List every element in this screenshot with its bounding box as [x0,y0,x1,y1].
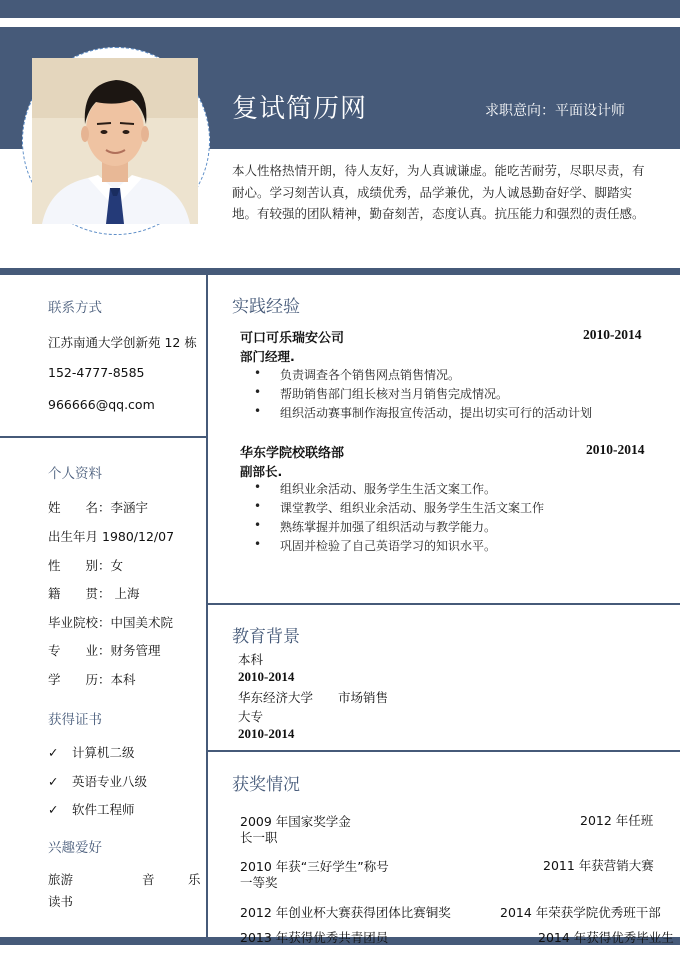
school-value: 中国美术院 [110,615,174,630]
checkmark-icon: ✓ [48,774,59,789]
education-school: 华东经济大学 市场销售 [238,690,389,705]
contact-email: 966666@qq.com [48,397,155,412]
bullet-text: 组织业余活动、服务学生生活文案工作。 [280,482,497,496]
certificate-label: 软件工程师 [72,802,135,817]
job-bullet [256,480,496,497]
personal-birth [48,527,174,545]
self-summary: 本人性格热情开朗，待人友好，为人真诚谦虚。能吃苦耐劳，尽职尽责，有耐心。学习刻苦认真，成绩优秀，品学兼优，为人诚恳勤奋好学、脚踏实地。有较强的团队精神，勤奋刻苦，态度认真。抗压能力和强烈的责任感。 [232,163,645,221]
experience-heading: 实践经验 [232,297,300,317]
awards-heading: 获奖情况 [232,775,300,795]
job-company: 可口可乐瑞安公司 [240,331,345,346]
profile-photo [32,58,198,224]
major-label: 专 业： [48,643,111,658]
hobby-item: 读书 [48,894,74,909]
school-label: 毕业院校： [48,615,111,630]
certificate-label: 计算机二级 [72,745,135,760]
origin-label: 籍 贯： [48,586,111,601]
gender-value: 女 [110,558,124,573]
bullet-text: 课堂教学、组织业余活动、服务学生生活文案工作 [280,501,545,515]
job-years: 2010-2014 [583,327,642,342]
name-value: 李涵宇 [110,500,149,515]
hobbies-heading: 兴趣爱好 [48,840,102,856]
degree-label: 学 历： [48,672,111,687]
bullet-text: 熟练掌握并加强了组织活动与教学能力。 [280,520,497,534]
job-bullet [256,385,508,402]
hobby-item: 音 [142,872,155,887]
birth-label: 出生年月 [48,529,99,544]
checkmark-icon: ✓ [48,802,59,817]
bullet-text: 帮助销售部门组长核对当月销售完成情况。 [280,387,509,401]
certificates-heading: 获得证书 [48,712,102,728]
education-years: 2010-2014 [238,669,295,684]
contact-heading: 联系方式 [48,300,102,316]
certificate-item [48,743,135,761]
personal-gender [48,556,123,574]
gender-label: 性 别： [48,558,111,573]
award-item: 2013 年获得优秀共青团员 [240,930,389,945]
personal-heading: 个人资料 [48,466,102,482]
certificate-item [48,800,135,818]
education-heading: 教育背景 [232,627,300,647]
job-bullet [256,366,460,383]
birth-value: 1980/12/07 [102,529,175,544]
column-divider [206,275,208,937]
award-item: 2009 年国家奖学金 [240,814,351,829]
education-years: 2010-2014 [238,726,295,741]
job-years: 2010-2014 [586,442,645,457]
top-bar [0,0,680,18]
contact-phone: 152-4777-8585 [48,365,145,380]
job-bullet [256,404,592,421]
degree-value: 本科 [110,672,136,687]
personal-school [48,613,173,631]
education-degree: 大专 [238,709,264,724]
award-item: 2011 年获营销大赛一等奖 [240,858,654,890]
job-role: 副部长. [240,464,283,479]
job-company: 华东学院校联络部 [240,446,345,461]
job-bullet [256,518,496,535]
bullet-text: 巩固并检验了自己英语学习的知识水平。 [280,539,497,553]
award-item: 2014 年获得优秀毕业生 [538,930,674,945]
personal-degree [48,670,136,688]
job-role: 部门经理. [240,349,295,364]
award-item: 2012 年创业杯大赛获得团体比赛铜奖 [240,905,451,920]
award-item: 2010 年获“三好学生”称号 [240,859,389,874]
section-divider-bar [0,268,680,275]
person-portrait-icon [32,58,198,224]
origin-value: 上海 [114,586,140,601]
personal-origin [48,584,140,602]
name-label: 姓 名： [48,500,111,515]
job-bullet [256,537,496,554]
bullet-text: 组织活动赛事制作海报宣传活动，提出切实可行的活动计划 [280,406,593,420]
checkmark-icon: ✓ [48,745,59,760]
certificate-item [48,772,147,790]
certificate-label: 英语专业八级 [72,774,148,789]
award-item: 2014 年荣获学院优秀班干部 [500,905,661,920]
job-intention: 求职意向：平面设计师 [485,103,625,119]
right-divider-line-1 [208,603,680,605]
education-degree: 本科 [238,652,264,667]
left-divider-line [0,436,206,438]
personal-name [48,498,148,516]
bullet-text: 负责调查各个销售网点销售情况。 [280,368,461,382]
hobby-item: 旅游 [48,872,74,887]
resume-title: 复试简历网 [232,94,368,124]
hobby-item: 乐 [188,872,201,887]
personal-major [48,641,161,659]
awards-list [238,808,674,945]
job-bullet [256,499,544,516]
right-divider-line-2 [208,750,680,752]
award-item: 2012 年任班长一职 [240,813,654,845]
contact-address: 江苏南通大学创新苑 12 栋 [48,335,197,350]
major-value: 财务管理 [110,643,161,658]
education-list [238,650,538,741]
